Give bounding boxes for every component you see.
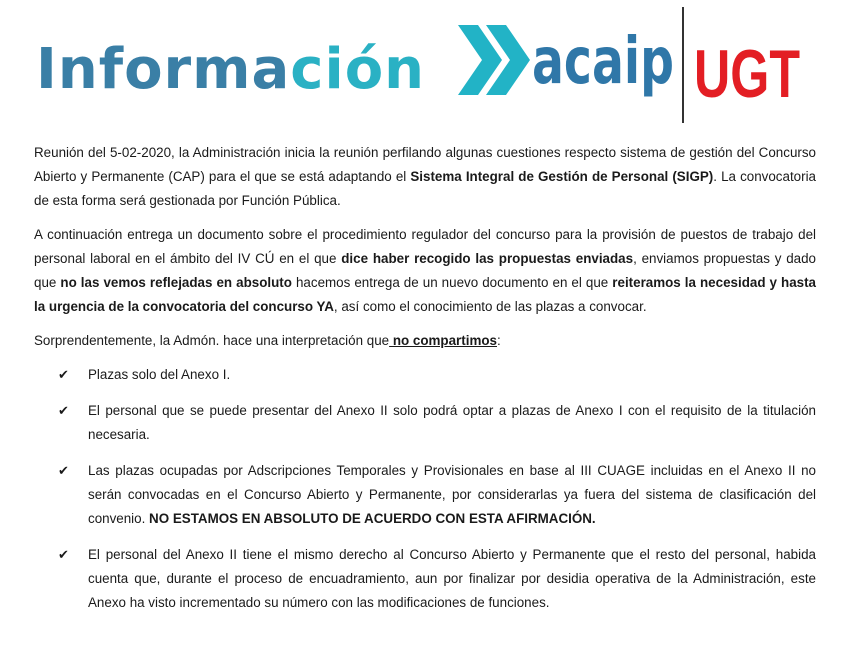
p2-bold-1: dice haber recogido las propuestas enviadas	[341, 251, 634, 266]
p2-text-1: A continuación entrega un documento sobre el procedimiento regulador del concurso para la provisión de puestos de trabajo del personal laboral en el ámbito del IV CÚ en el que	[34, 227, 816, 266]
list-item	[34, 543, 816, 615]
checkmark-icon: ✔	[58, 367, 69, 382]
paragraph-3	[34, 329, 816, 353]
item-1-text: Plazas solo del Anexo I.	[88, 367, 231, 382]
p1-text-1: Reunión del 5-02-2020, la Administración inicia la reunión perfilando algunas cuestiones respecto sistema de gestión del Concurso Abierto y Permanente (CAP) para el que se está adaptando el	[34, 145, 816, 184]
acaip-logo: acaip	[532, 25, 674, 99]
ugt-logo: UGT	[694, 36, 800, 112]
item-4-text: El personal del Anexo II tiene el mismo derecho al Concurso Abierto y Permanente que el resto del personal, habida cuenta que, durante el proceso de encuadramiento, aun por finalizar por desidia operativa de la Administración, este Anexo ha visto incrementado su número con las modificaciones de funciones.	[88, 547, 816, 610]
p2-text-4: , así como el conocimiento de las plazas a convocar.	[333, 299, 647, 314]
p1-bold-1: Sistema Integral de Gestión de Personal (SIGP)	[410, 169, 714, 184]
page-title	[36, 30, 425, 110]
p3-text-2: :	[496, 333, 501, 348]
p3-text-1: Sorprendentemente, la Admón. hace una interpretación que	[34, 333, 390, 348]
list-item	[34, 363, 816, 387]
list-item	[34, 399, 816, 447]
p2-bold-3: reiteramos la necesidad y hasta la urgencia de la convocatoria del concurso YA	[34, 275, 817, 314]
checkmark-icon: ✔	[58, 463, 69, 478]
checkmark-icon: ✔	[58, 403, 69, 418]
p3-underline: no compartimos	[389, 333, 497, 348]
paragraph-1	[34, 141, 816, 213]
item-3-text: Las plazas ocupadas por Adscripciones Temporales y Provisionales en base al III CUAGE incluidas en el Anexo II no serán convocadas en el Concurso Abierto y Permanente, por considerarlas ya fuera del sistema de clasificación del convenio.	[88, 463, 816, 526]
p2-text-2: , enviamos propuestas y dado que	[34, 251, 816, 290]
document-header	[0, 0, 850, 135]
item-3-bold: NO ESTAMOS EN ABSOLUTO DE ACUERDO CON ESTA AFIRMACIÓN.	[149, 511, 596, 526]
checkmark-icon: ✔	[58, 547, 69, 562]
list-item	[34, 459, 816, 531]
checklist	[34, 363, 816, 615]
chevron-icon	[458, 25, 530, 95]
paragraph-2	[34, 223, 816, 319]
p1-text-2: . La convocatoria de esta forma será gestionada por Función Pública.	[34, 169, 817, 208]
title-part-2: ción	[290, 37, 426, 102]
logos	[450, 5, 850, 130]
p2-bold-2: no las vemos reflejadas en absoluto	[60, 275, 292, 290]
title-part-1: Informa	[36, 37, 291, 102]
p2-text-3: hacemos entrega de un nuevo documento en el que	[291, 275, 613, 290]
document-body	[34, 141, 816, 627]
item-2-text: El personal que se puede presentar del Anexo II solo podrá optar a plazas de Anexo I con el requisito de la titulación necesaria.	[88, 403, 816, 442]
